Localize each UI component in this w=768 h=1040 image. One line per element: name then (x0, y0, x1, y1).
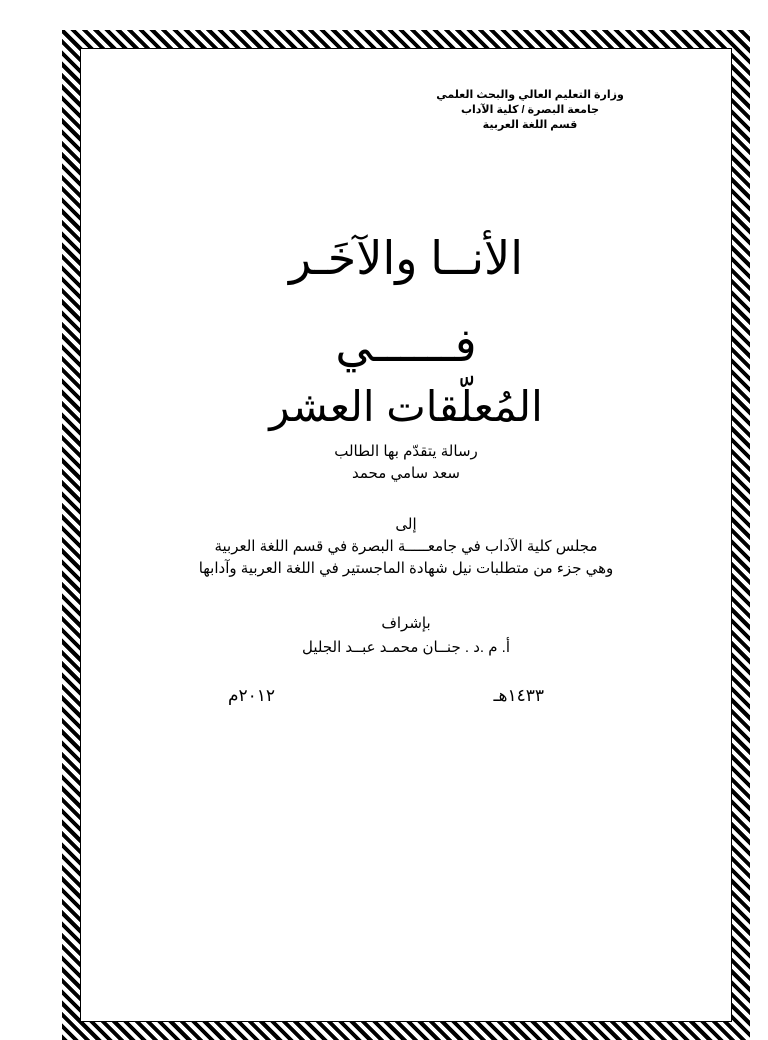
supervisor-name: أ. م .د . جنــان محمـد عبــد الجليل (301, 639, 511, 656)
department-name: قسم اللغة العربية (482, 119, 578, 131)
university-name: جامعة البصرة / كلية الآداب (460, 104, 600, 116)
degree-purpose-line: وهي جزء من متطلبات نيل شهادة الماجستير في اللغة العربية وآدابها (198, 560, 614, 577)
student-name: سعد سامي محمد (352, 465, 460, 482)
title-page (80, 48, 732, 1024)
institution-header (420, 88, 640, 133)
gregorian-year: ٢٠١٢م (228, 686, 276, 705)
submitted-to-label: إلى (395, 516, 417, 533)
thesis-title-line1: الأنــا والآخَـر (288, 232, 524, 284)
ministry-name: وزارة التعليم العالي والبحث العلمي (436, 89, 624, 101)
supervision-label: بإشراف (381, 615, 431, 632)
submission-intro: رسالة يتقدّم بها الطالب (334, 443, 478, 460)
hijri-year: ١٤٣٣هـ (493, 686, 544, 705)
council-line: مجلس كلية الآداب في جامعـــــة البصرة في قسم اللغة العربية (214, 538, 598, 555)
thesis-title-line3: المُعلّقات العشر (269, 383, 543, 430)
thesis-title-line2: فــــــي (335, 319, 477, 371)
